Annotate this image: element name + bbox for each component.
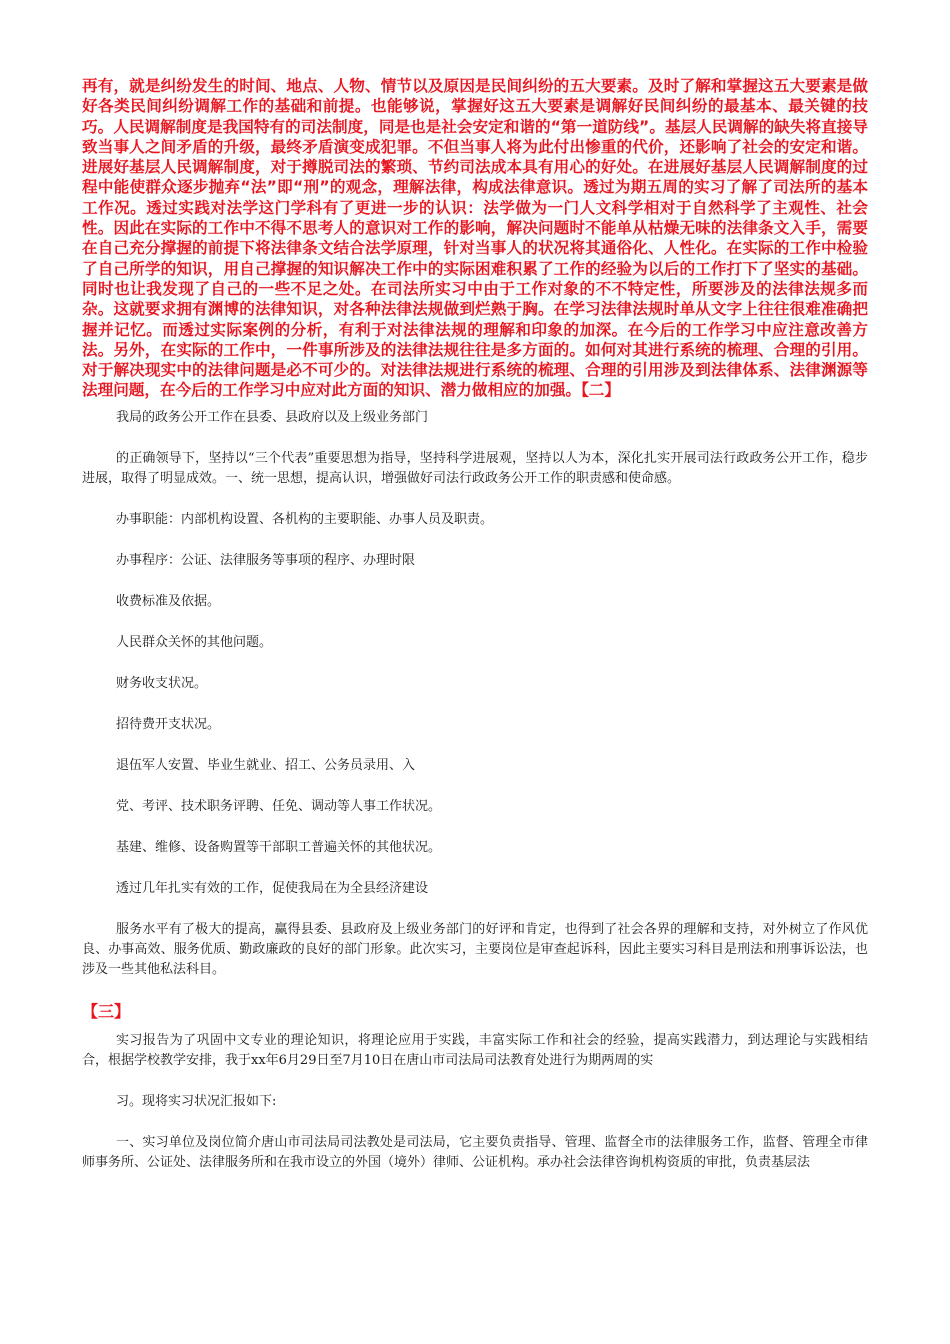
paragraph: 实习报告为了巩固中文专业的理论知识，将理论应用于实践，丰富实际工作和社会的经验，提高实践潜力，到达理论与实践相结合，根据学校教学安排，我于xx年6月29日至7月10日在唐山市司法局司法教育处进行为期两周的实: [82, 1032, 868, 1068]
document-page: [82, 76, 868, 1173]
paragraph: 的正确领导下，坚持以“三个代表”重要思想为指导，坚持科学进展观，坚持以人为本，深化扎实开展司法行政政务公开工作，稳步进展，取得了明显成效。一、统一思想，提高认识，增强做好司法行政政务公开工作的职责感和使命感。: [82, 450, 868, 486]
paragraph: 我局的政务公开工作在县委、县政府以及上级业务部门: [116, 409, 429, 425]
list-item: 基建、维修、设备购置等干部职工普遍关怀的其他状况。: [116, 839, 442, 855]
list-item: 党、考评、技术职务评聘、任免、调动等人事工作状况。: [116, 798, 442, 814]
paragraph: 一、实习单位及岗位简介唐山市司法局司法教处是司法局，它主要负责指导、管理、监督全市的法律服务工作，监督、管理全市律师事务所、公证处、法律服务所和在我市设立的外国（境外）律师、公证机构。承办社会法律咨询机构资质的审批，负责基层法: [82, 1134, 868, 1170]
list-item: 招待费开支状况。: [116, 716, 221, 732]
list-item: 人民群众关怀的其他问题。: [116, 634, 273, 650]
paragraph: 服务水平有了极大的提高，赢得县委、县政府及上级业务部门的好评和肯定，也得到了社会各界的理解和支持，对外树立了作风优良、办事高效、服务优质、勤政廉政的良好的部门形象。此次实习，主要岗位是审查起诉科，因此主要实习科目是刑法和刑事诉讼法，也涉及一些其他私法科目。: [82, 921, 868, 977]
list-item: 财务收支状况。: [116, 675, 208, 691]
red-paragraph-text: 再有，就是纠纷发生的时间、地点、人物、情节以及原因是民间纠纷的五大要素。及时了解和掌握这五大要素是做好各类民间纠纷调解工作的基础和前提。也能够说，掌握好这五大要素是调解好民间纠纷的最基本、最关键的技巧。人民调解制度是我国特有的司法制度，同是也是社会安定和谐的“第一道防线”。基层人民调解的缺失将直接导致当事人之间矛盾的升级，最终矛盾演变成犯罪。不但当事人将为此付出惨重的代价，还影响了社会的安定和谐。进展好基层人民调解制度，对于撙脱司法的繁琐、节约司法成本具有用心的好处。在进展好基层人民调解制度的过程中能使群众逐步抛弃“法”即“刑”的观念，理解法律，构成法律意识。透过为期五周的实习了解了司法所的基本工作况。透过实践对法学这门学科有了更进一步的认识：法学做为一门人文科学相对于自然科学了主观性、社会性。因此在实际的工作中不得不思考人的意识对工作的影响，解决问题时不能单从枯燥无味的法律条文入手，需要在自己充分撑握的前提下将法律条文结合法学原理，针对当事人的状况将其通俗化、人性化。在实际的工作中检验了自己所学的知识，用自己撑握的知识解决工作中的实际困难积累了工作的经验为以后的工作打下了坚实的基础。同时也让我发现了自己的一些不足之处。在司法所实习中由于工作对象的不不特定性，所要涉及的法律法规多而杂。这就要求拥有渊博的法律知识，对各种法律法规做到烂熟于胸。在学习法律法规时单从文字上往往很难准确把握并记忆。而透过实际案例的分析，有利于对法律法规的理解和印象的加深。在今后的工作学习中应注意改善方法。另外，在实际的工作中，一件事所涉及的法律法规往往是多方面的。如何对其进行系统的梳理、合理的引用。对于解决现实中的法律问题是必不可少的。对法律法规进行系统的梳理、合理的引用涉及到法律体系、法律渊源等法理问题，在今后的工作学习中应对此方面的知识、潜力做相应的加强。: [82, 77, 868, 400]
list-item: 办事职能：内部机构设置、各机构的主要职能、办事人员及职责。: [116, 511, 494, 527]
list-item: 办事程序：公证、法律服务等事项的程序、办理时限: [116, 552, 416, 568]
list-item: 收费标准及依据。: [116, 593, 221, 609]
list-item: 退伍军人安置、毕业生就业、招工、公务员录用、入: [116, 757, 416, 773]
paragraph: 透过几年扎实有效的工作，促使我局在为全县经济建设: [116, 880, 429, 896]
red-highlight-paragraph: [82, 76, 868, 401]
section-tag-two: 【二】: [581, 381, 620, 400]
paragraph: 习。现将实习状况汇报如下:: [116, 1093, 277, 1109]
section-heading-three: 【三】: [82, 1001, 131, 1021]
